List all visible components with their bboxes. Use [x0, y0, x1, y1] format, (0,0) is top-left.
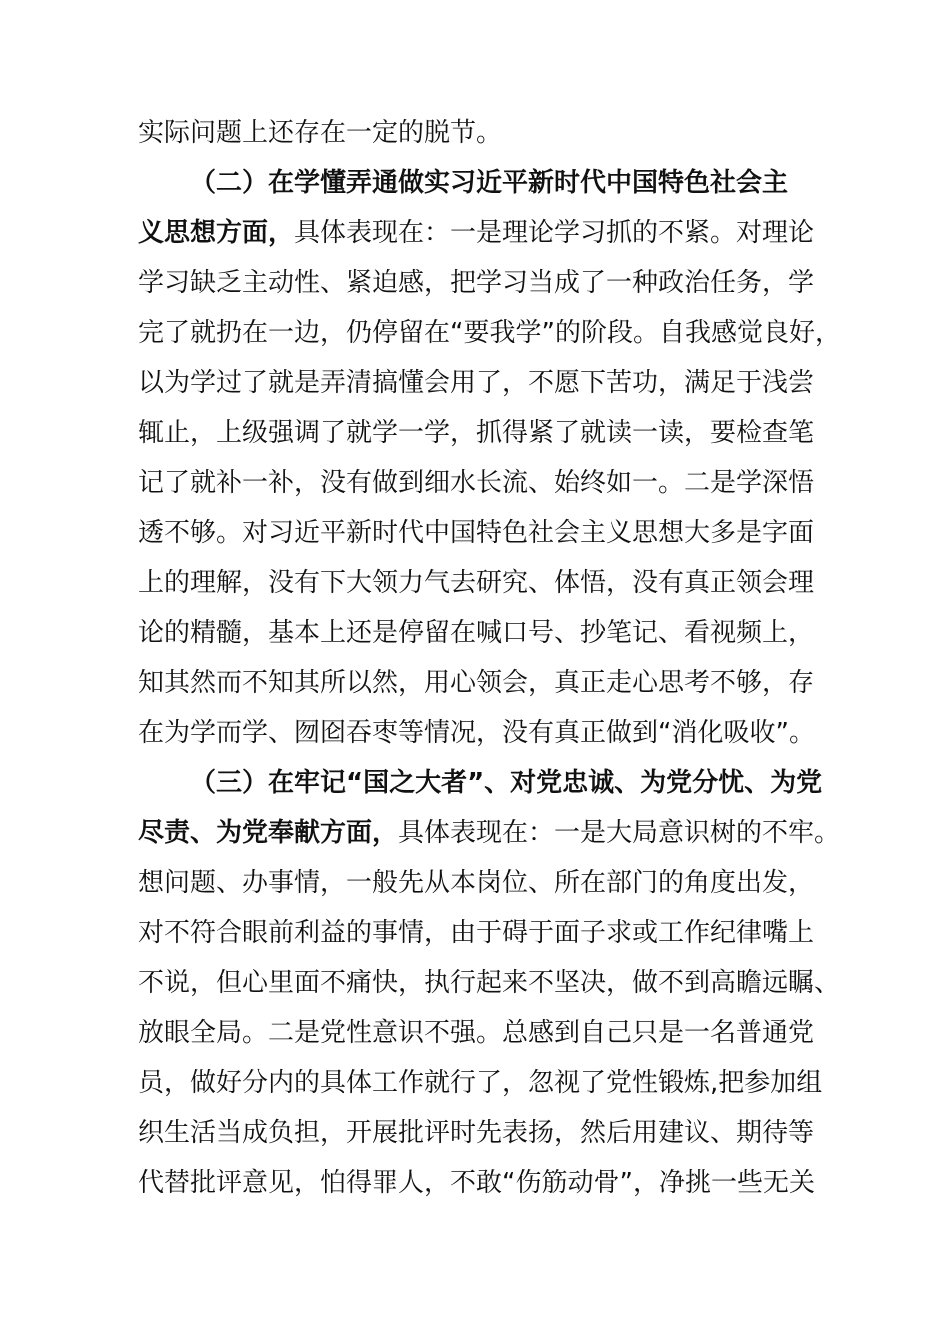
- line-text: 具体表现在：一是大局意识树的不牢。: [398, 818, 841, 848]
- text-line-13: [138, 718, 838, 748]
- text-line-20: [138, 1068, 838, 1098]
- line-text: 辄止，上级强调了就学一学，抓得紧了就读一读，要检查笔: [138, 418, 815, 448]
- line-text: 以为学过了就是弄清搞懂会用了，不愿下苦功，满足于浅尝: [138, 368, 815, 398]
- line-text: 知其然而不知其所以然，用心领会，真正走心思考不够，存: [138, 668, 815, 698]
- line-text: 放眼全局。二是党性意识不强。总感到自己只是一名普通党: [138, 1018, 815, 1048]
- text-line-17: [138, 918, 838, 948]
- line-text: 织生活当成负担，开展批评时先表扬，然后用建议、期待等: [138, 1118, 815, 1148]
- line-text: 上的理解，没有下大领力气去研究、体悟，没有真正领会理: [138, 568, 815, 598]
- section-three-heading-line: [190, 768, 890, 798]
- section-three-heading-end: 尽责、为党奉献方面，: [138, 818, 399, 848]
- text-line-8: [138, 468, 838, 498]
- section-two-heading-end: 义思想方面，: [138, 218, 295, 248]
- line-text: 对不符合眼前利益的事情，由于碍于面子求或工作纪律嘴上: [138, 918, 815, 948]
- text-line-22: [138, 1168, 838, 1198]
- line-text: 不说，但心里面不痛快，执行起来不坚决，做不到高瞻远瞩、: [138, 968, 841, 998]
- text-line-6: [138, 368, 838, 398]
- line-text: 论的精髓，基本上还是停留在喊口号、抄笔记、看视频上，: [138, 618, 815, 648]
- text-line-1: [138, 118, 838, 148]
- line-text: 透不够。对习近平新时代中国特色社会主义思想大多是字面: [138, 518, 815, 548]
- line-text: 学习缺乏主动性、紧迫感，把学习当成了一种政治任务，学: [138, 268, 815, 298]
- line-text: 记了就补一补，没有做到细水长流、始终如一。二是学深悟: [138, 468, 815, 498]
- text-line-11: [138, 618, 838, 648]
- text-line-4: [138, 268, 838, 298]
- text-line-15: [138, 818, 841, 848]
- section-three-heading: （三）在牢记“国之大者”、对党忠诚、为党分忧、为党: [190, 768, 823, 798]
- text-line-19: [138, 1018, 838, 1048]
- line-text: 完了就扔在一边，仍停留在“要我学”的阶段。自我感觉良好，: [138, 318, 841, 348]
- line-text: 想问题、办事情，一般先从本岗位、所在部门的角度出发，: [138, 868, 815, 898]
- section-two-heading-line: [190, 168, 890, 198]
- text-line-12: [138, 668, 838, 698]
- text-line-21: [138, 1118, 838, 1148]
- line-text: 具体表现在：一是理论学习抓的不紧。对理论: [294, 218, 815, 248]
- text-line-10: [138, 568, 838, 598]
- line-text: 实际问题上还存在一定的脱节。: [138, 118, 503, 148]
- section-two-heading: （二）在学懂弄通做实习近平新时代中国特色社会主: [190, 168, 789, 198]
- text-line-9: [138, 518, 838, 548]
- line-text: 代替批评意见，怕得罪人，不敢“伤筋动骨”，净挑一些无关: [138, 1168, 815, 1198]
- text-line-18: [138, 968, 841, 998]
- text-line-7: [138, 418, 838, 448]
- line-text: 员，做好分内的具体工作就行了，忽视了党性锻炼,把参加组: [138, 1068, 823, 1098]
- line-text: 在为学而学、囫囵吞枣等情况，没有真正做到“消化吸收”。: [138, 718, 815, 748]
- text-line-3: [138, 218, 838, 248]
- text-line-5: [138, 318, 841, 348]
- text-line-16: [138, 868, 838, 898]
